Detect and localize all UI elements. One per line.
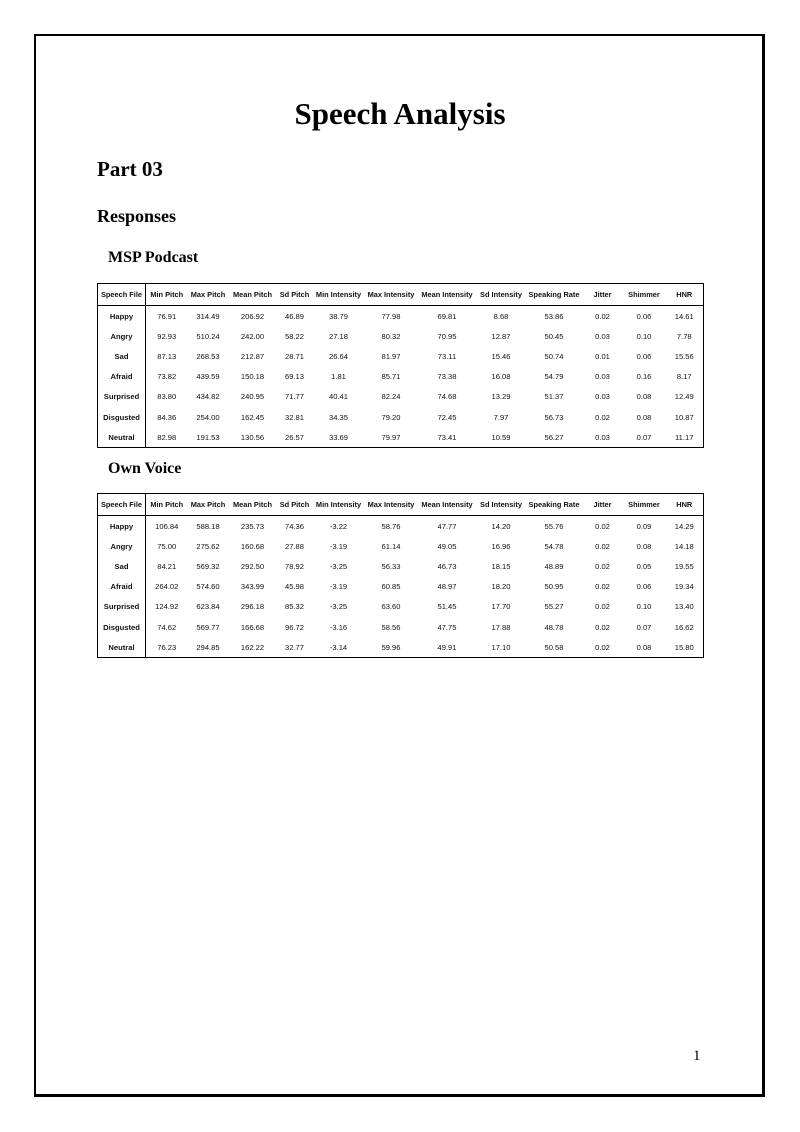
table-cell: 7.78 <box>676 331 692 341</box>
table-row <box>98 556 704 576</box>
table-cell: 73.11 <box>437 351 457 361</box>
table-cell: 0.08 <box>636 541 652 551</box>
table-cell: 268.53 <box>196 351 220 361</box>
table-row <box>98 536 704 556</box>
table-cell: -3.25 <box>329 602 348 612</box>
table-cell: 74.62 <box>157 622 177 632</box>
table-cell: 0.10 <box>636 602 652 612</box>
table-cell: 79.20 <box>381 412 401 422</box>
table-cell: 0.05 <box>636 561 652 571</box>
table-cell: 0.08 <box>636 412 652 422</box>
table-cell: 294.85 <box>196 642 220 652</box>
table-cell: 14.61 <box>674 311 694 321</box>
column-header: Min Intensity <box>313 284 365 306</box>
table-cell: -3.19 <box>329 541 348 551</box>
table-cell: 16.62 <box>674 622 694 632</box>
table-cell: 84.21 <box>157 561 177 571</box>
column-header: Speaking Rate <box>526 284 583 306</box>
table-cell: 50.58 <box>544 642 564 652</box>
table-cell: 0.03 <box>595 432 610 442</box>
table-row <box>98 306 704 327</box>
column-header: Speaking Rate <box>526 494 583 516</box>
table-cell: 0.03 <box>595 392 610 402</box>
table-cell: 92.93 <box>157 331 177 341</box>
table-cell: 56.27 <box>544 432 564 442</box>
table-cell: 11.17 <box>675 432 694 442</box>
table-cell: 58.56 <box>381 622 401 632</box>
table-row <box>98 346 704 366</box>
table-cell: 13.40 <box>674 602 694 612</box>
table-cell: 0.02 <box>595 311 610 321</box>
table-cell: 106.84 <box>155 521 179 531</box>
row-label-cell: Neutral <box>98 427 146 448</box>
table-cell: 49.05 <box>437 541 457 551</box>
table-cell: 58.76 <box>381 521 401 531</box>
table-cell: 0.06 <box>636 582 652 592</box>
table-cell: 75.00 <box>157 541 177 551</box>
table-cell: 17.88 <box>491 622 511 632</box>
row-label-cell: Sad <box>98 556 146 576</box>
row-label-cell: Angry <box>98 326 146 346</box>
table-header-row <box>98 494 704 516</box>
table-cell: -3.19 <box>329 582 348 592</box>
table-cell: 49.91 <box>437 642 457 652</box>
table-cell: 33.69 <box>328 432 348 442</box>
table-cell: 296.18 <box>240 602 265 612</box>
table-cell: -3.16 <box>329 622 348 632</box>
table-cell: 51.45 <box>437 602 457 612</box>
table-cell: 0.03 <box>595 372 610 382</box>
column-header: Shimmer <box>623 284 666 306</box>
column-header: Mean Pitch <box>229 284 277 306</box>
table-cell: 73.82 <box>157 372 177 382</box>
table-cell: 18.20 <box>491 582 511 592</box>
table-cell: 0.02 <box>595 561 610 571</box>
table-row <box>98 427 704 448</box>
column-header: Mean Pitch <box>229 494 277 516</box>
table-cell: 79.97 <box>381 432 401 442</box>
table-cell: 162.22 <box>240 642 265 652</box>
table-cell: 48.89 <box>544 561 564 571</box>
table-cell: 0.10 <box>636 331 652 341</box>
table-cell: 56.73 <box>544 412 564 422</box>
table-cell: 40.41 <box>328 392 348 402</box>
table-cell: 80.32 <box>381 331 401 341</box>
table-cell: 162.45 <box>240 412 265 422</box>
part-heading: Part 03 <box>97 157 163 181</box>
table-cell: 54.78 <box>544 541 564 551</box>
table-cell: 623.84 <box>196 602 220 612</box>
table-cell: 275.62 <box>196 541 220 551</box>
column-header: Speech File <box>98 284 146 306</box>
table-cell: 17.70 <box>491 602 511 612</box>
table-cell: 0.09 <box>636 521 652 531</box>
table-cell: 18.15 <box>491 561 511 571</box>
table-cell: 160.68 <box>240 541 265 551</box>
table-cell: 32.77 <box>284 642 304 652</box>
table-cell: 0.07 <box>636 432 652 442</box>
row-label-cell: Afraid <box>98 577 146 597</box>
row-label-cell: Disgusted <box>98 407 146 427</box>
table-cell: 0.06 <box>636 311 652 321</box>
column-header: Min Pitch <box>146 494 188 516</box>
column-header: Jitter <box>583 494 623 516</box>
column-header: Mean Intensity <box>418 494 477 516</box>
table-cell: 235.73 <box>240 521 265 531</box>
table-cell: 55.76 <box>544 521 564 531</box>
table-cell: 150.18 <box>240 372 265 382</box>
table-cell: 54.79 <box>544 372 564 382</box>
column-header: Max Pitch <box>188 494 229 516</box>
table-cell: 63.60 <box>381 602 401 612</box>
table-cell: 26.57 <box>284 432 304 442</box>
table-cell: 84.36 <box>157 412 177 422</box>
table-cell: 48.78 <box>544 622 564 632</box>
table-cell: 27.88 <box>284 541 304 551</box>
table-cell: 15.80 <box>674 642 694 652</box>
table-cell: -3.22 <box>329 521 348 531</box>
table-row <box>98 367 704 387</box>
row-label-cell: Happy <box>98 516 146 537</box>
table-cell: 28.71 <box>284 351 304 361</box>
row-label-cell: Sad <box>98 346 146 366</box>
table-cell: 10.87 <box>674 412 694 422</box>
table-cell: 569.77 <box>196 622 220 632</box>
table-cell: 13.29 <box>491 392 511 402</box>
table-cell: 212.87 <box>240 351 265 361</box>
table-cell: 14.29 <box>674 521 694 531</box>
column-header: Mean Intensity <box>418 284 477 306</box>
table-cell: 19.55 <box>674 561 694 571</box>
table-cell: 34.35 <box>328 412 348 422</box>
table-cell: 50.74 <box>544 351 564 361</box>
table-cell: 56.33 <box>381 561 401 571</box>
table-cell: 240.95 <box>240 392 265 402</box>
table-cell: 72.45 <box>437 412 457 422</box>
table-cell: 14.18 <box>674 541 694 551</box>
column-header: Sd Pitch <box>277 494 313 516</box>
table-cell: 434.82 <box>196 392 220 402</box>
own-voice-heading: Own Voice <box>108 460 182 477</box>
row-label-cell: Happy <box>98 306 146 327</box>
row-label-cell: Neutral <box>98 637 146 658</box>
document-title: Speech Analysis <box>294 96 506 131</box>
table-cell: 10.59 <box>491 432 511 442</box>
table-cell: 76.91 <box>157 311 177 321</box>
table-row <box>98 597 704 617</box>
table-cell: 14.20 <box>491 521 511 531</box>
own-voice-table <box>97 493 704 658</box>
table-cell: 0.01 <box>595 351 610 361</box>
table-row <box>98 407 704 427</box>
table-cell: 254.00 <box>196 412 220 422</box>
column-header: Shimmer <box>623 494 666 516</box>
table-cell: 61.14 <box>381 541 401 551</box>
column-header: Min Pitch <box>146 284 188 306</box>
table-cell: 76.23 <box>157 642 177 652</box>
table-cell: 82.98 <box>157 432 177 442</box>
table-cell: 0.06 <box>636 351 652 361</box>
table-cell: 588.18 <box>196 521 220 531</box>
column-header: Speech File <box>98 494 146 516</box>
table-cell: 166.68 <box>240 622 265 632</box>
table-cell: 26.64 <box>328 351 348 361</box>
column-header: Max Intensity <box>365 284 418 306</box>
table-cell: 83.80 <box>157 392 177 402</box>
table-cell: 439.59 <box>196 372 220 382</box>
table-cell: 343.99 <box>240 582 265 592</box>
table-cell: 8.68 <box>493 311 509 321</box>
table-cell: 8.17 <box>676 372 692 382</box>
row-label-cell: Surprised <box>98 597 146 617</box>
row-label-cell: Afraid <box>98 367 146 387</box>
table-cell: 16.08 <box>491 372 511 382</box>
table-cell: 0.03 <box>595 331 610 341</box>
table-cell: 50.95 <box>544 582 564 592</box>
column-header: Min Intensity <box>313 494 365 516</box>
table-row <box>98 577 704 597</box>
table-row <box>98 387 704 407</box>
table-cell: 15.46 <box>491 351 511 361</box>
table-cell: 12.49 <box>674 392 694 402</box>
table-cell: 314.49 <box>196 311 220 321</box>
table-cell: 73.38 <box>437 372 457 382</box>
table-cell: 46.73 <box>437 561 457 571</box>
table-cell: 50.45 <box>544 331 564 341</box>
table-cell: 85.71 <box>381 372 401 382</box>
table-cell: 59.96 <box>381 642 401 652</box>
table-cell: 51.37 <box>544 392 564 402</box>
table-cell: 58.22 <box>284 331 304 341</box>
table-cell: 1.81 <box>331 372 346 382</box>
column-header: Max Pitch <box>188 284 229 306</box>
table-cell: 0.08 <box>636 392 652 402</box>
table-cell: -3.25 <box>329 561 348 571</box>
column-header: Jitter <box>583 284 623 306</box>
table-cell: 510.24 <box>196 331 220 341</box>
table-cell: 45.98 <box>284 582 304 592</box>
table-cell: 60.85 <box>381 582 401 592</box>
table-cell: 77.98 <box>381 311 401 321</box>
table-row <box>98 326 704 346</box>
table-cell: 15.56 <box>674 351 694 361</box>
table-cell: 69.81 <box>437 311 457 321</box>
table-cell: 569.32 <box>196 561 220 571</box>
table-cell: 71.77 <box>284 392 304 402</box>
row-label-cell: Surprised <box>98 387 146 407</box>
page-number: 1 <box>693 1048 701 1064</box>
table-cell: 264.02 <box>155 582 179 592</box>
table-cell: 242.00 <box>240 331 265 341</box>
table-cell: 32.81 <box>284 412 304 422</box>
table-cell: 48.97 <box>437 582 457 592</box>
column-header: HNR <box>666 284 704 306</box>
table-cell: 292.50 <box>240 561 265 571</box>
table-cell: 73.41 <box>437 432 457 442</box>
table-cell: 85.32 <box>284 602 304 612</box>
table-cell: 70.95 <box>437 331 457 341</box>
row-label-cell: Angry <box>98 536 146 556</box>
column-header: Sd Intensity <box>477 494 526 516</box>
table-cell: 47.75 <box>437 622 457 632</box>
section-heading: Responses <box>97 206 177 226</box>
table-cell: 7.97 <box>493 412 509 422</box>
table-cell: 74.68 <box>437 392 457 402</box>
table-cell: 12.87 <box>491 331 511 341</box>
table-cell: 0.02 <box>595 642 610 652</box>
table-cell: 0.02 <box>595 622 610 632</box>
msp-podcast-heading: MSP Podcast <box>108 249 199 266</box>
table-cell: 0.02 <box>595 541 610 551</box>
table-cell: -3.14 <box>329 642 348 652</box>
table-cell: 47.77 <box>437 521 457 531</box>
column-header: Sd Intensity <box>477 284 526 306</box>
table-cell: 0.02 <box>595 412 610 422</box>
table-cell: 130.56 <box>240 432 265 442</box>
table-cell: 81.97 <box>381 351 401 361</box>
table-cell: 0.02 <box>595 521 610 531</box>
table-header-row <box>98 284 704 306</box>
table-cell: 0.16 <box>636 372 652 382</box>
table-cell: 27.18 <box>328 331 348 341</box>
table-cell: 0.02 <box>595 602 610 612</box>
msp-podcast-table <box>97 283 704 448</box>
column-header: HNR <box>666 494 704 516</box>
table-cell: 19.34 <box>674 582 694 592</box>
table-cell: 69.13 <box>284 372 304 382</box>
table-cell: 0.08 <box>636 642 652 652</box>
table-cell: 574.60 <box>196 582 220 592</box>
table-cell: 53.86 <box>544 311 564 321</box>
table-cell: 78.92 <box>284 561 304 571</box>
table-cell: 96.72 <box>284 622 304 632</box>
column-header: Max Intensity <box>365 494 418 516</box>
table-cell: 0.02 <box>595 582 610 592</box>
table-row <box>98 516 704 537</box>
table-cell: 17.10 <box>491 642 511 652</box>
table-row <box>98 637 704 658</box>
table-cell: 124.92 <box>155 602 179 612</box>
row-label-cell: Disgusted <box>98 617 146 637</box>
table-row <box>98 617 704 637</box>
table-cell: 87.13 <box>157 351 177 361</box>
table-cell: 55.27 <box>544 602 564 612</box>
table-cell: 191.53 <box>196 432 220 442</box>
table-cell: 206.92 <box>240 311 265 321</box>
column-header: Sd Pitch <box>277 284 313 306</box>
table-cell: 38.79 <box>328 311 348 321</box>
table-cell: 16.96 <box>491 541 511 551</box>
table-cell: 0.07 <box>636 622 652 632</box>
table-cell: 74.36 <box>284 521 304 531</box>
table-cell: 46.89 <box>284 311 304 321</box>
table-cell: 82.24 <box>381 392 401 402</box>
